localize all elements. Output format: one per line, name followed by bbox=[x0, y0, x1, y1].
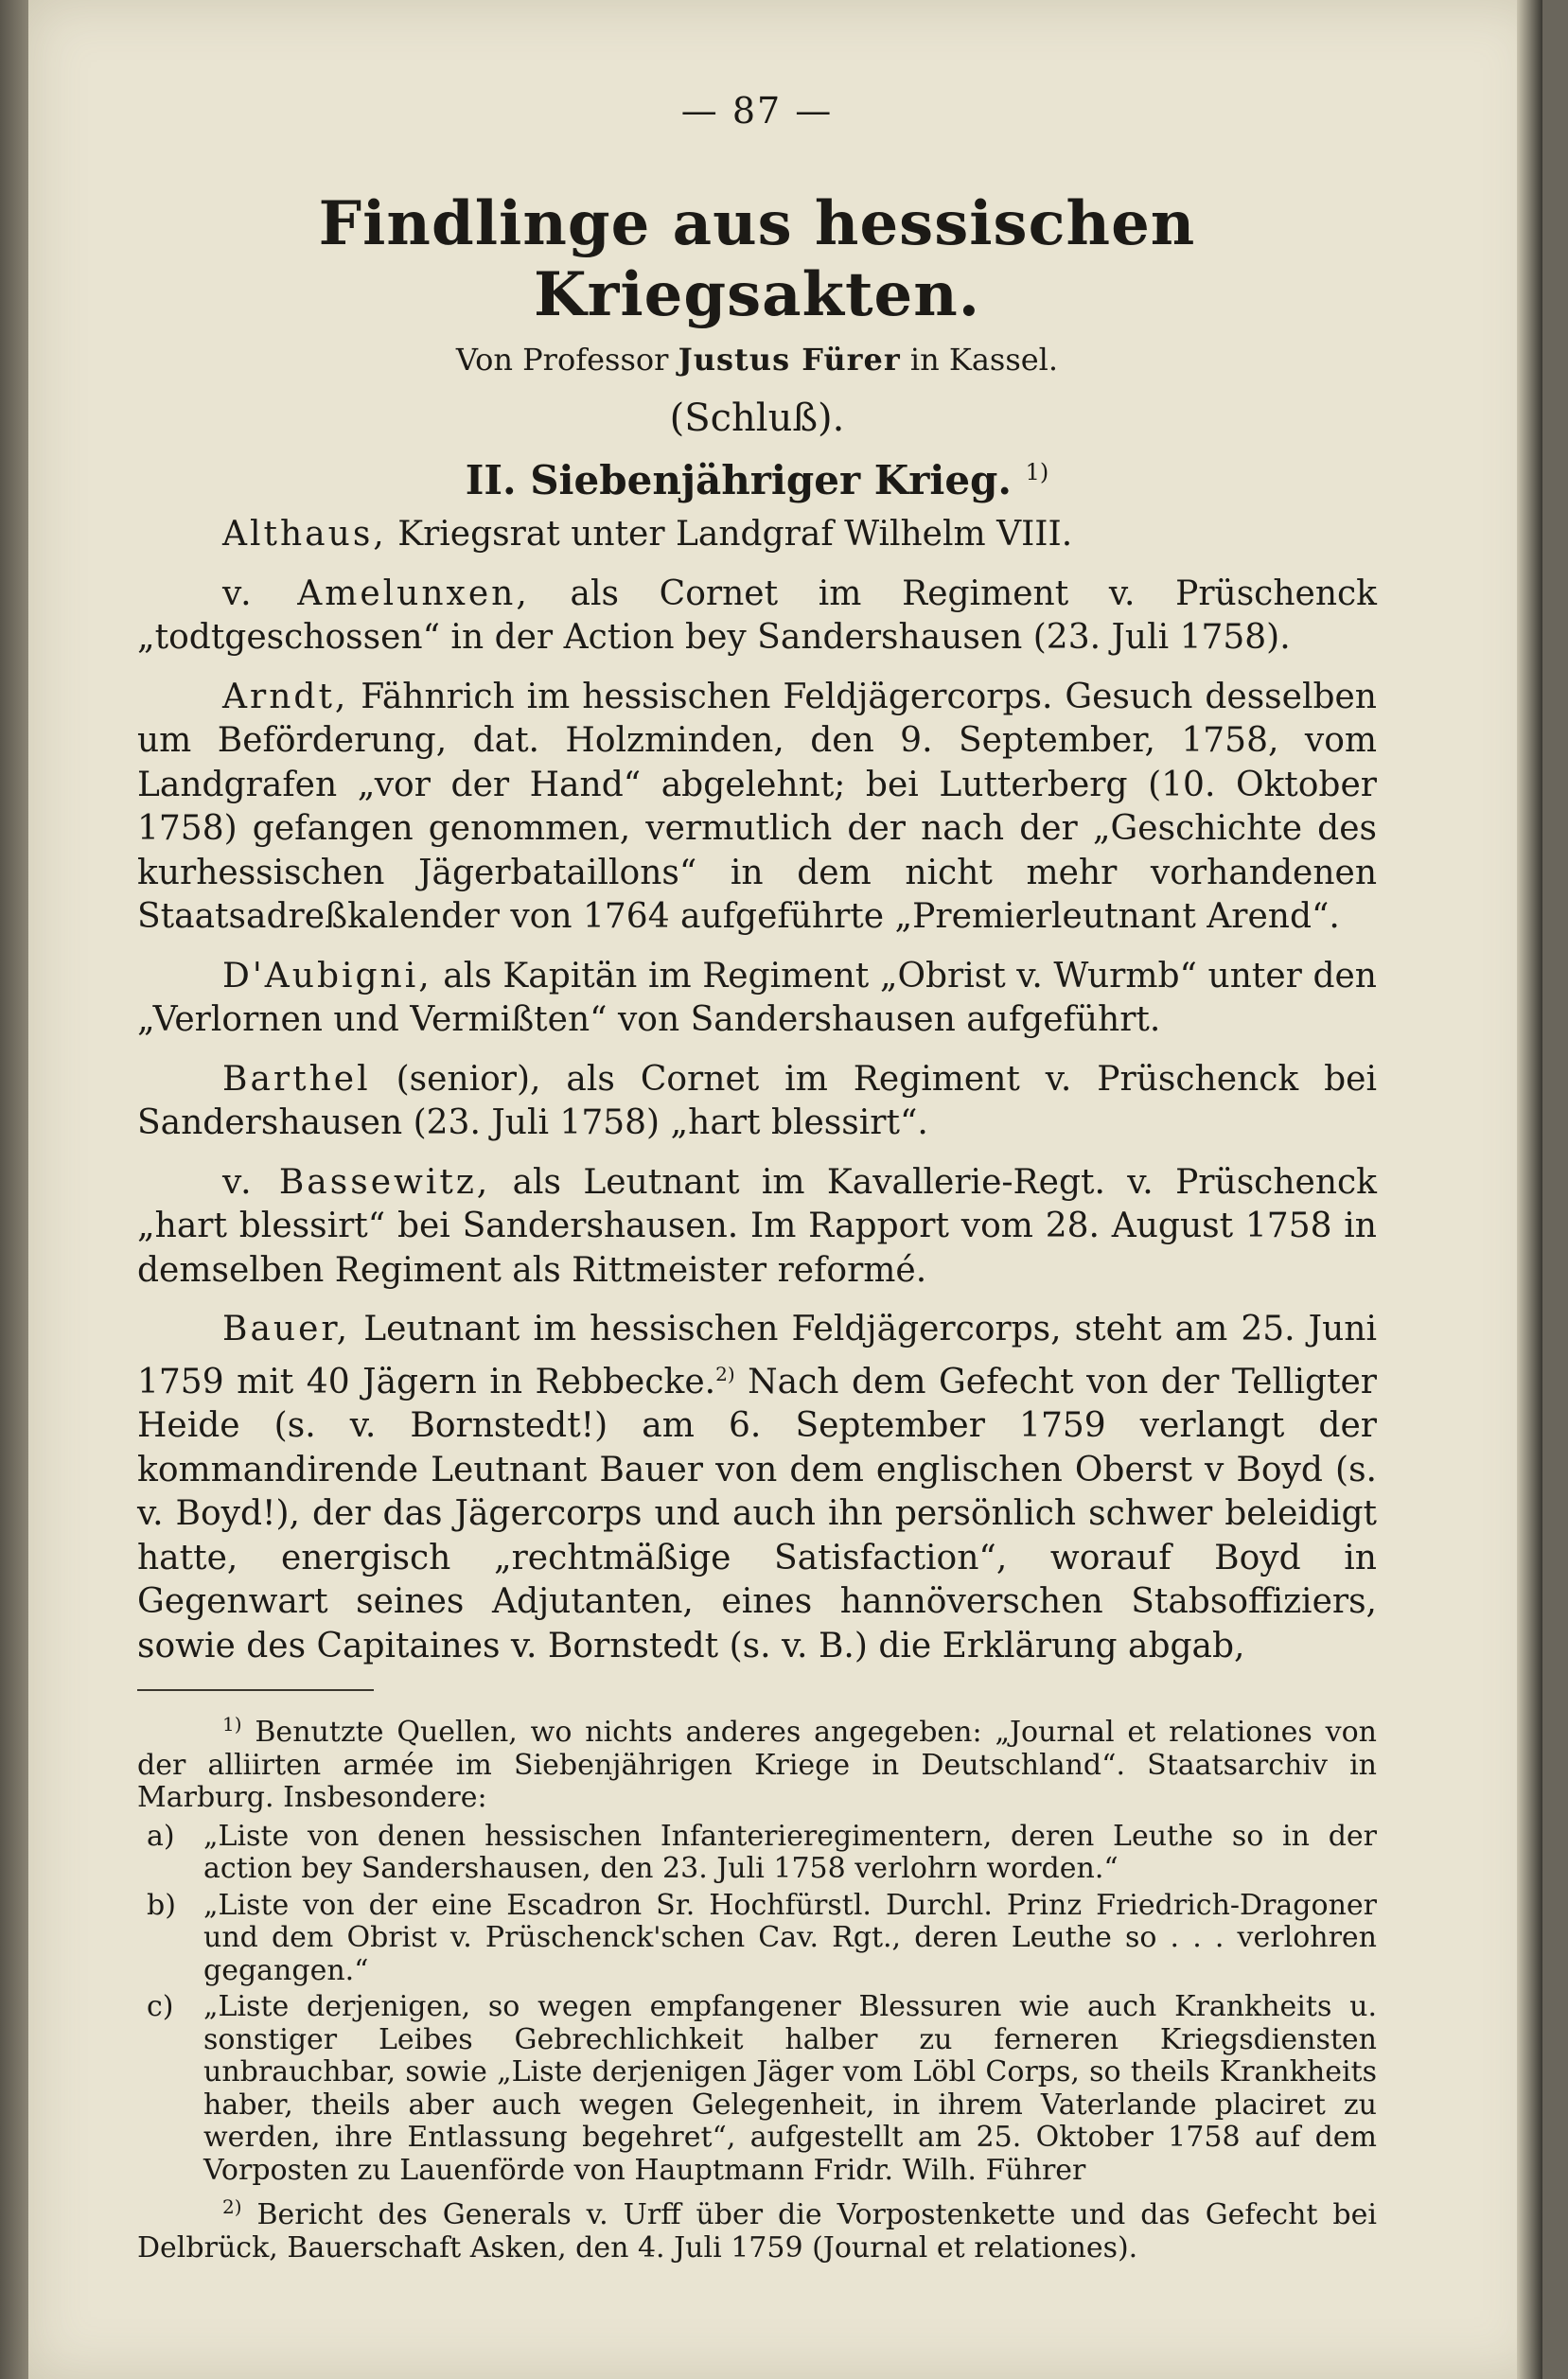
entry-text: Leutnant im hessischen Feldjägercorps, steht am 25. Juni 1759 mit 40 Jägern in Rebbecke. bbox=[137, 1310, 1377, 1401]
footnote-1 bbox=[137, 1708, 1377, 1815]
entry-bassewitz bbox=[137, 1161, 1377, 1294]
entry-name: Arndt, bbox=[222, 677, 349, 716]
footnote-1-item-a bbox=[137, 1821, 1377, 1886]
footnote-1-text: Benutzte Quellen, wo nichts anderes angegeben: „Journal et relationes von der alliirten armée im Siebenjährigen Kriege in Deutschland“. Staatsarchiv in Marburg. Insbesondere: bbox=[137, 1716, 1377, 1814]
page-number: — 87 — bbox=[680, 90, 834, 132]
footnote-1-item-b bbox=[137, 1890, 1377, 1988]
page-edge bbox=[1517, 0, 1542, 2379]
entry-text: (senior), als Cornet im Regiment v. Prüschenck bei Sandershausen (23. Juli 1758) „hart blessirt“. bbox=[137, 1059, 1377, 1142]
entry-text: als Cornet im Regiment v. Prüschenck „todtgeschossen“ in der Action bey Sandershausen (23. Juli 1758). bbox=[137, 573, 1377, 657]
book-page bbox=[28, 0, 1542, 2379]
footnote-ref-1: 1) bbox=[1025, 459, 1049, 485]
entry-daubigni bbox=[137, 955, 1377, 1043]
footnote-2-text: Bericht des Generals v. Urff über die Vorpostenkette und das Gefecht bei Delbrück, Bauerschaft Asken, den 4. Juli 1759 (Journal et relationes). bbox=[137, 2198, 1377, 2264]
byline-suffix: in Kassel. bbox=[909, 342, 1059, 378]
entry-name: Barthel bbox=[222, 1059, 371, 1099]
entry-name: D'Aubigni, bbox=[222, 956, 432, 996]
byline-prefix: Von Professor bbox=[455, 342, 669, 378]
entry-text: als Leutnant im Kavallerie-Regt. v. Prüschenck „hart blessirt“ bei Sandershausen. Im Rapport vom 28. August 1758 in demselben Regiment als Rittmeister reformé. bbox=[137, 1162, 1377, 1290]
entry-name: Bauer, bbox=[222, 1310, 351, 1348]
footnote-item-text: „Liste von denen hessischen Infanterieregimentern, deren Leuthe so in der action bey Sandershausen, den 23. Juli 1758 verlohrn worden.“ bbox=[203, 1819, 1377, 1885]
entry-name: v. Amelunxen, bbox=[222, 573, 530, 613]
footnote-1-item-c bbox=[137, 1991, 1377, 2187]
entry-text: Kriegsrat unter Landgraf Wilhelm VIII. bbox=[397, 515, 1073, 554]
entry-bauer bbox=[137, 1308, 1377, 1668]
footnote-item-text: „Liste von der eine Escadron Sr. Hochfürstl. Durchl. Prinz Friedrich-Dragoner und dem Obrist v. Prüschenck'schen Cav. Rgt., deren Leuthe so . . . verlohren gegangen.“ bbox=[203, 1888, 1377, 1987]
entry-amelunxen bbox=[137, 573, 1377, 661]
byline bbox=[137, 342, 1377, 378]
entry-text: als Kapitän im Regiment „Obrist v. Wurmb“ unter den „Verlornen und Vermißten“ von Sandershausen aufgeführt. bbox=[137, 956, 1377, 1039]
page-content bbox=[137, 90, 1377, 2270]
footnote-2 bbox=[137, 2191, 1377, 2264]
section-label: II. Siebenjähriger Krieg. bbox=[465, 457, 1013, 503]
article-title: Findlinge aus hessischen Kriegsakten. bbox=[318, 188, 1196, 330]
section-heading bbox=[137, 457, 1377, 503]
author-name: Justus Fürer bbox=[678, 342, 901, 378]
footnote-item-text: „Liste derjenigen, so wegen empfangener Blessuren wie auch Krankheits u. sonstiger Leibes Gebrechlichkeit halber zu ferneren Kriegsdiensten unbrauchbar, sowie „Liste derjenigen Jäger vom Löbl Corps, so theils Krankheits haber, theils aber auch wegen Gelegenheit, in ihrem Vaterlande placiret zu werden, ihre Entlassung begehret“, aufgestellt am 25. Oktober 1758 auf dem Vorposten zu Lauenförde von Hauptmann Fridr. Wilh. Führer bbox=[203, 1990, 1377, 2187]
entry-text: Fähnrich im hessischen Feldjägercorps. Gesuch desselben um Beförderung, dat. Holzminden, den 9. September, 1758, vom Landgrafen „vor der Hand“ abgelehnt; bei Lutterberg (10. Oktober 1758) gefangen genommen, vermutlich der nach der „Geschichte des kurhessischen Jägerbataillons“ in dem nicht mehr vorhandenen Staatsadreßkalender von 1764 aufgeführte „Premierleutnant Arend“. bbox=[137, 677, 1377, 936]
footnote-item-marker: b) bbox=[147, 1888, 176, 1922]
entry-name: Althaus, bbox=[222, 515, 387, 554]
footnote-ref-2: 2) bbox=[715, 1362, 735, 1385]
footnote-1-mark: 1) bbox=[222, 1713, 242, 1736]
book-gutter bbox=[0, 0, 28, 2379]
footnote-2-mark: 2) bbox=[222, 2195, 242, 2218]
continuation-note: (Schluß). bbox=[669, 396, 845, 440]
footnote-item-marker: a) bbox=[147, 1819, 175, 1853]
entry-name: v. Bassewitz, bbox=[222, 1162, 491, 1202]
entry-barthel bbox=[137, 1058, 1377, 1146]
entry-text-continued: Nach dem Gefecht von der Telligter Heide (s. v. Bornstedt!) am 6. September 1759 verlangt der kommandirende Leutnant Bauer von dem englischen Oberst v Boyd (s. v. Boyd!), der das Jägercorps und auch ihn persönlich schwer beleidigt hatte, energisch „rechtmäßige Satisfaction“, worauf Boyd in Gegenwart seines Adjutanten, eines hannöverschen Stabsoffiziers, sowie des Capitaines v. Bornstedt (s. v. B.) die Erklärung abgab, bbox=[137, 1362, 1377, 1665]
footnote-item-marker: c) bbox=[147, 1990, 174, 2023]
entry-arndt bbox=[137, 676, 1377, 940]
entry-althaus bbox=[137, 513, 1377, 557]
footnote-divider bbox=[137, 1689, 374, 1691]
